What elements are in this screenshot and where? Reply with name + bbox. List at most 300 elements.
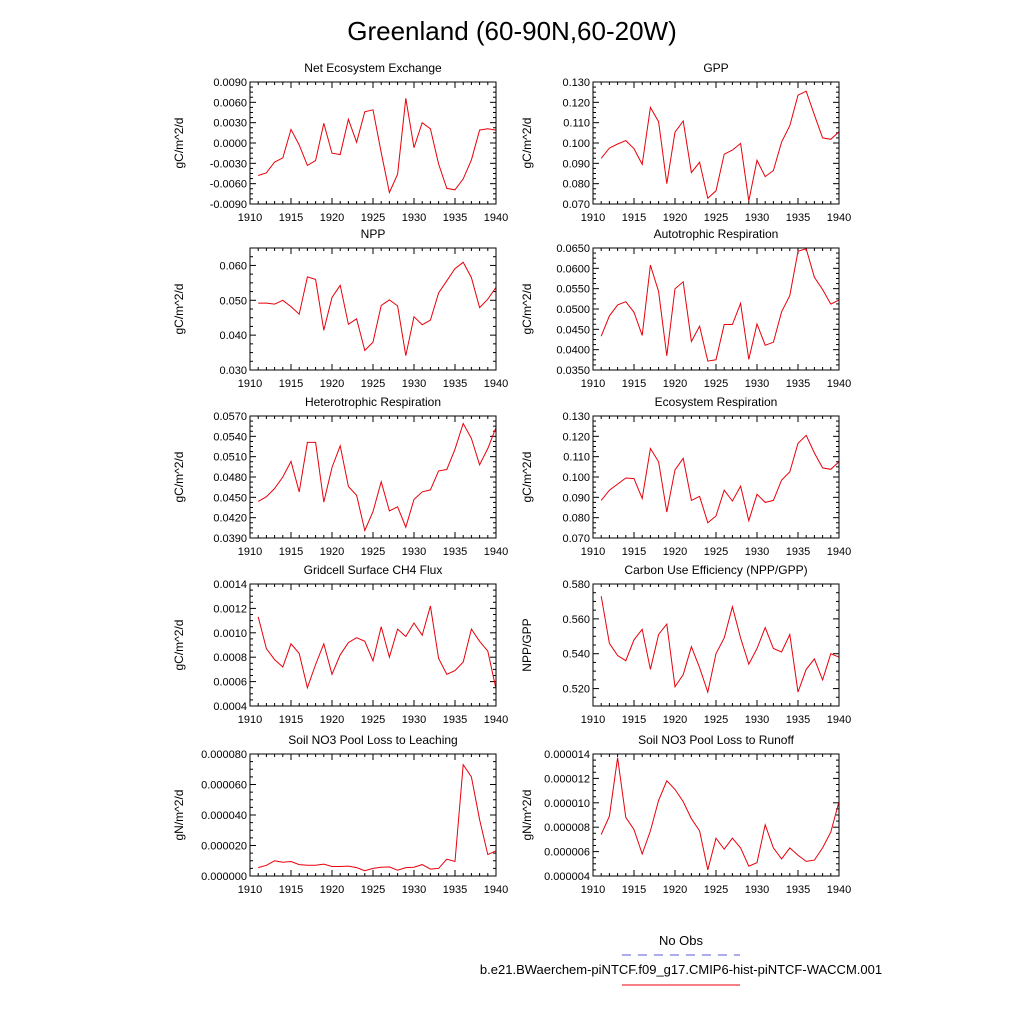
data-point bbox=[290, 460, 292, 462]
data-point bbox=[698, 325, 700, 327]
data-point bbox=[470, 276, 472, 278]
data-point bbox=[421, 491, 423, 493]
x-tick-label: 1925 bbox=[360, 378, 386, 390]
x-tick-label: 1920 bbox=[319, 884, 345, 896]
data-point bbox=[674, 469, 676, 471]
data-point bbox=[641, 628, 643, 630]
x-tick-label: 1915 bbox=[278, 714, 304, 726]
data-point bbox=[674, 131, 676, 133]
data-point bbox=[723, 323, 725, 325]
x-tick-label: 1930 bbox=[744, 546, 770, 558]
data-point bbox=[257, 302, 259, 304]
data-point bbox=[339, 445, 341, 447]
data-point bbox=[372, 867, 374, 869]
data-point bbox=[257, 866, 259, 868]
data-point bbox=[649, 830, 651, 832]
data-point bbox=[331, 466, 333, 468]
data-point bbox=[265, 648, 267, 650]
data-point bbox=[682, 673, 684, 675]
x-tick-label: 1920 bbox=[319, 378, 345, 390]
data-point bbox=[748, 358, 750, 360]
data-point bbox=[364, 529, 366, 531]
data-point bbox=[723, 153, 725, 155]
data-point bbox=[454, 860, 456, 862]
data-point bbox=[715, 190, 717, 192]
y-tick-label: 0.100 bbox=[562, 472, 590, 484]
y-tick-label: 0.090 bbox=[562, 158, 590, 171]
y-axis-label: gN/m^2/d bbox=[172, 789, 186, 841]
data-point bbox=[608, 815, 610, 817]
data-point bbox=[306, 276, 308, 278]
data-point bbox=[454, 669, 456, 671]
y-tick-label: 0.560 bbox=[562, 613, 590, 626]
data-point bbox=[273, 487, 275, 489]
data-point bbox=[608, 489, 610, 491]
y-tick-label: 0.030 bbox=[219, 365, 247, 377]
data-point bbox=[372, 510, 374, 512]
data-point bbox=[682, 281, 684, 283]
x-tick-label: 1920 bbox=[319, 212, 345, 224]
x-tick-label: 1940 bbox=[826, 378, 852, 390]
data-point bbox=[739, 302, 741, 304]
data-point bbox=[707, 869, 709, 871]
x-tick-label: 1910 bbox=[237, 212, 263, 224]
data-point bbox=[698, 667, 700, 669]
data-point bbox=[608, 147, 610, 149]
data-point bbox=[323, 329, 325, 331]
data-point bbox=[731, 500, 733, 502]
y-axis-label: gC/m^2/d bbox=[172, 117, 186, 169]
x-tick-label: 1920 bbox=[662, 212, 688, 224]
data-point bbox=[789, 294, 791, 296]
data-point bbox=[813, 276, 815, 278]
data-point bbox=[682, 800, 684, 802]
x-tick-label: 1915 bbox=[278, 884, 304, 896]
legend-obs-label: No Obs bbox=[658, 933, 704, 948]
y-tick-label: 0.0060 bbox=[213, 97, 247, 110]
x-tick-label: 1920 bbox=[662, 378, 688, 390]
x-tick-label: 1935 bbox=[442, 378, 468, 390]
data-point bbox=[364, 640, 366, 642]
data-point bbox=[616, 304, 618, 306]
data-point bbox=[380, 151, 382, 153]
data-point bbox=[674, 788, 676, 790]
data-point bbox=[405, 526, 407, 528]
data-point bbox=[756, 647, 758, 649]
x-tick-label: 1920 bbox=[662, 884, 688, 896]
data-point bbox=[649, 668, 651, 670]
data-point bbox=[388, 656, 390, 658]
data-point bbox=[364, 349, 366, 351]
data-point bbox=[478, 818, 480, 820]
data-point bbox=[421, 634, 423, 636]
data-point bbox=[257, 174, 259, 176]
data-point bbox=[462, 661, 464, 663]
data-point bbox=[347, 485, 349, 487]
data-point bbox=[600, 335, 602, 337]
data-point bbox=[789, 847, 791, 849]
data-point bbox=[355, 318, 357, 320]
data-point bbox=[764, 344, 766, 346]
y-tick-label: 0.000060 bbox=[201, 779, 247, 792]
data-point bbox=[265, 302, 267, 304]
y-tick-label: 0.000006 bbox=[544, 846, 590, 859]
data-point bbox=[470, 776, 472, 778]
x-tick-label: 1935 bbox=[785, 378, 811, 390]
data-point bbox=[429, 128, 431, 130]
x-tick-label: 1930 bbox=[401, 212, 427, 224]
y-axis-label: gC/m^2/d bbox=[172, 619, 186, 671]
data-point bbox=[715, 837, 717, 839]
data-point bbox=[470, 437, 472, 439]
x-tick-label: 1915 bbox=[278, 378, 304, 390]
data-point bbox=[298, 491, 300, 493]
data-point bbox=[380, 866, 382, 868]
data-point bbox=[805, 860, 807, 862]
legend-model-label: b.e21.BWaerchem-piNTCF.f09_g17.CMIP6-hist-piNTCF-WACCM.001 bbox=[479, 962, 883, 977]
data-point bbox=[446, 468, 448, 470]
y-tick-label: -0.0030 bbox=[209, 158, 247, 171]
x-tick-label: 1910 bbox=[580, 212, 606, 224]
data-point bbox=[748, 200, 750, 202]
x-tick-label: 1940 bbox=[483, 546, 509, 558]
data-point bbox=[290, 128, 292, 130]
data-point bbox=[723, 637, 725, 639]
data-point bbox=[298, 144, 300, 146]
data-point bbox=[405, 97, 407, 99]
data-point bbox=[265, 172, 267, 174]
data-point bbox=[290, 643, 292, 645]
data-point bbox=[396, 628, 398, 630]
y-tick-label: 0.080 bbox=[562, 178, 590, 191]
data-point bbox=[372, 109, 374, 111]
data-point bbox=[396, 173, 398, 175]
data-point bbox=[331, 865, 333, 867]
y-tick-label: 0.000040 bbox=[201, 810, 247, 822]
data-point bbox=[323, 643, 325, 645]
data-point bbox=[698, 830, 700, 832]
data-point bbox=[429, 605, 431, 607]
y-tick-label: -0.0060 bbox=[209, 178, 247, 191]
data-point bbox=[690, 646, 692, 648]
data-point bbox=[682, 457, 684, 459]
x-tick-label: 1925 bbox=[703, 378, 729, 390]
y-tick-label: 0.0090 bbox=[213, 77, 247, 89]
x-tick-label: 1915 bbox=[621, 212, 647, 224]
data-point bbox=[487, 650, 489, 652]
data-point bbox=[813, 859, 815, 861]
data-point bbox=[306, 687, 308, 689]
data-point bbox=[764, 626, 766, 628]
data-point bbox=[780, 651, 782, 653]
data-point bbox=[723, 848, 725, 850]
x-tick-label: 1935 bbox=[785, 884, 811, 896]
data-point bbox=[339, 284, 341, 286]
data-point bbox=[772, 847, 774, 849]
data-point bbox=[446, 187, 448, 189]
data-point bbox=[690, 171, 692, 173]
y-tick-label: 0.100 bbox=[562, 138, 590, 150]
data-point bbox=[772, 341, 774, 343]
y-tick-label: 0.540 bbox=[562, 648, 590, 661]
x-tick-label: 1940 bbox=[483, 378, 509, 390]
data-point bbox=[421, 863, 423, 865]
data-point bbox=[437, 292, 439, 294]
data-point bbox=[478, 640, 480, 642]
data-point bbox=[821, 137, 823, 139]
data-point bbox=[625, 477, 627, 479]
data-point bbox=[388, 299, 390, 301]
data-point bbox=[437, 657, 439, 659]
x-tick-label: 1920 bbox=[662, 546, 688, 558]
data-point bbox=[731, 149, 733, 151]
data-point bbox=[478, 306, 480, 308]
data-point bbox=[616, 483, 618, 485]
data-point bbox=[830, 831, 832, 833]
data-point bbox=[707, 197, 709, 199]
data-point bbox=[600, 499, 602, 501]
data-point bbox=[780, 479, 782, 481]
data-point bbox=[487, 298, 489, 300]
x-tick-label: 1910 bbox=[580, 884, 606, 896]
data-point bbox=[487, 128, 489, 130]
data-point bbox=[298, 652, 300, 654]
panel-title: Heterotrophic Respiration bbox=[304, 395, 442, 409]
data-point bbox=[347, 865, 349, 867]
data-point bbox=[347, 118, 349, 120]
x-tick-label: 1940 bbox=[826, 546, 852, 558]
data-point bbox=[323, 863, 325, 865]
data-point bbox=[748, 663, 750, 665]
data-point bbox=[478, 464, 480, 466]
y-tick-label: 0.070 bbox=[562, 533, 590, 545]
x-tick-label: 1915 bbox=[621, 714, 647, 726]
data-point bbox=[257, 500, 259, 502]
data-point bbox=[437, 470, 439, 472]
data-point bbox=[707, 360, 709, 362]
data-point bbox=[682, 120, 684, 122]
data-point bbox=[813, 452, 815, 454]
data-point bbox=[789, 471, 791, 473]
x-tick-label: 1940 bbox=[483, 714, 509, 726]
data-point bbox=[666, 511, 668, 513]
data-point bbox=[657, 121, 659, 123]
y-tick-label: 0.0450 bbox=[556, 324, 590, 337]
x-tick-label: 1925 bbox=[703, 714, 729, 726]
y-tick-label: 0.0400 bbox=[556, 344, 590, 357]
data-point bbox=[797, 442, 799, 444]
x-tick-label: 1910 bbox=[237, 378, 263, 390]
data-point bbox=[780, 141, 782, 143]
x-tick-label: 1925 bbox=[360, 714, 386, 726]
data-point bbox=[600, 157, 602, 159]
x-tick-label: 1910 bbox=[580, 714, 606, 726]
x-tick-label: 1940 bbox=[826, 212, 852, 224]
data-point bbox=[830, 653, 832, 655]
data-point bbox=[715, 359, 717, 361]
data-point bbox=[641, 334, 643, 336]
x-tick-label: 1930 bbox=[744, 378, 770, 390]
data-point bbox=[282, 666, 284, 668]
x-tick-label: 1925 bbox=[703, 884, 729, 896]
y-tick-label: 0.0014 bbox=[213, 579, 247, 591]
data-point bbox=[797, 250, 799, 252]
data-point bbox=[429, 489, 431, 491]
y-tick-label: 0.0550 bbox=[556, 283, 590, 296]
data-point bbox=[355, 637, 357, 639]
data-point bbox=[821, 847, 823, 849]
y-tick-label: 0.040 bbox=[219, 330, 247, 343]
data-point bbox=[600, 595, 602, 597]
y-tick-label: 0.110 bbox=[563, 451, 590, 464]
y-tick-label: 0.110 bbox=[563, 117, 590, 130]
data-point bbox=[698, 495, 700, 497]
data-point bbox=[625, 139, 627, 141]
y-tick-label: 0.000014 bbox=[544, 749, 590, 761]
y-tick-label: 0.130 bbox=[562, 411, 590, 423]
data-point bbox=[413, 498, 415, 500]
data-point bbox=[600, 833, 602, 835]
y-tick-label: 0.0540 bbox=[213, 431, 247, 444]
data-point bbox=[314, 864, 316, 866]
data-point bbox=[608, 315, 610, 317]
data-point bbox=[446, 280, 448, 282]
y-tick-label: 0.0480 bbox=[213, 472, 247, 484]
data-point bbox=[657, 290, 659, 292]
y-tick-label: 0.0008 bbox=[213, 652, 247, 665]
data-point bbox=[470, 628, 472, 630]
x-tick-label: 1915 bbox=[621, 378, 647, 390]
y-tick-label: 0.0500 bbox=[556, 304, 590, 316]
x-tick-label: 1930 bbox=[401, 378, 427, 390]
data-point bbox=[413, 147, 415, 149]
y-tick-label: 0.080 bbox=[562, 512, 590, 525]
data-point bbox=[805, 90, 807, 92]
data-point bbox=[633, 477, 635, 479]
data-point bbox=[633, 148, 635, 150]
data-point bbox=[380, 481, 382, 483]
y-tick-label: 0.0390 bbox=[213, 533, 247, 545]
y-tick-label: 0.000012 bbox=[544, 773, 590, 786]
data-point bbox=[429, 319, 431, 321]
x-tick-label: 1935 bbox=[785, 714, 811, 726]
x-tick-label: 1935 bbox=[442, 714, 468, 726]
data-point bbox=[797, 691, 799, 693]
data-point bbox=[413, 316, 415, 318]
data-point bbox=[789, 633, 791, 635]
data-point bbox=[608, 642, 610, 644]
x-tick-label: 1915 bbox=[621, 546, 647, 558]
data-point bbox=[715, 515, 717, 517]
data-point bbox=[339, 865, 341, 867]
data-point bbox=[273, 303, 275, 305]
data-point bbox=[657, 799, 659, 801]
data-point bbox=[625, 660, 627, 662]
data-point bbox=[649, 106, 651, 108]
data-point bbox=[314, 159, 316, 161]
x-tick-label: 1910 bbox=[580, 378, 606, 390]
data-point bbox=[616, 654, 618, 656]
data-point bbox=[380, 304, 382, 306]
data-point bbox=[649, 264, 651, 266]
data-point bbox=[388, 510, 390, 512]
data-point bbox=[470, 159, 472, 161]
data-point bbox=[282, 476, 284, 478]
data-point bbox=[290, 305, 292, 307]
panel-title: Soil NO3 Pool Loss to Leaching bbox=[288, 733, 458, 747]
data-point bbox=[731, 606, 733, 608]
data-point bbox=[666, 183, 668, 185]
panel-title: Soil NO3 Pool Loss to Runoff bbox=[638, 733, 794, 747]
data-point bbox=[748, 520, 750, 522]
data-point bbox=[625, 816, 627, 818]
y-tick-label: 0.0450 bbox=[213, 492, 247, 505]
data-point bbox=[273, 161, 275, 163]
x-tick-label: 1910 bbox=[237, 714, 263, 726]
data-point bbox=[756, 493, 758, 495]
x-tick-label: 1930 bbox=[401, 884, 427, 896]
data-point bbox=[731, 837, 733, 839]
x-tick-label: 1935 bbox=[442, 884, 468, 896]
x-tick-label: 1935 bbox=[442, 212, 468, 224]
data-point bbox=[690, 818, 692, 820]
data-point bbox=[331, 152, 333, 154]
data-point bbox=[323, 501, 325, 503]
data-point bbox=[290, 860, 292, 862]
data-point bbox=[273, 860, 275, 862]
y-tick-label: 0.000000 bbox=[201, 871, 247, 883]
y-tick-label: 0.0004 bbox=[213, 701, 247, 713]
data-point bbox=[396, 869, 398, 871]
data-point bbox=[331, 673, 333, 675]
data-point bbox=[265, 864, 267, 866]
data-point bbox=[347, 641, 349, 643]
data-point bbox=[462, 422, 464, 424]
panel-title: Autotrophic Respiration bbox=[653, 227, 779, 241]
data-point bbox=[314, 278, 316, 280]
y-tick-label: 0.0030 bbox=[213, 117, 247, 130]
y-tick-label: 0.130 bbox=[562, 77, 590, 89]
y-tick-label: 0.0420 bbox=[213, 512, 247, 525]
data-point bbox=[739, 485, 741, 487]
data-point bbox=[698, 161, 700, 163]
data-point bbox=[756, 323, 758, 325]
x-tick-label: 1910 bbox=[237, 884, 263, 896]
x-tick-label: 1915 bbox=[278, 212, 304, 224]
y-tick-label: 0.0650 bbox=[556, 243, 590, 255]
y-tick-label: 0.520 bbox=[562, 683, 590, 696]
x-tick-label: 1940 bbox=[826, 714, 852, 726]
data-point bbox=[715, 653, 717, 655]
data-point bbox=[306, 441, 308, 443]
x-tick-label: 1925 bbox=[703, 212, 729, 224]
data-point bbox=[364, 870, 366, 872]
y-axis-label: gC/m^2/d bbox=[172, 451, 186, 503]
panel-title: NPP bbox=[360, 227, 386, 241]
x-tick-label: 1940 bbox=[483, 212, 509, 224]
data-point bbox=[421, 324, 423, 326]
data-point bbox=[756, 861, 758, 863]
y-tick-label: 0.060 bbox=[219, 260, 247, 273]
y-tick-label: 0.0570 bbox=[213, 411, 247, 423]
y-tick-label: 0.0000 bbox=[213, 138, 247, 150]
data-point bbox=[306, 164, 308, 166]
data-point bbox=[797, 854, 799, 856]
data-point bbox=[306, 864, 308, 866]
data-point bbox=[282, 157, 284, 159]
data-point bbox=[478, 129, 480, 131]
x-tick-label: 1920 bbox=[319, 546, 345, 558]
